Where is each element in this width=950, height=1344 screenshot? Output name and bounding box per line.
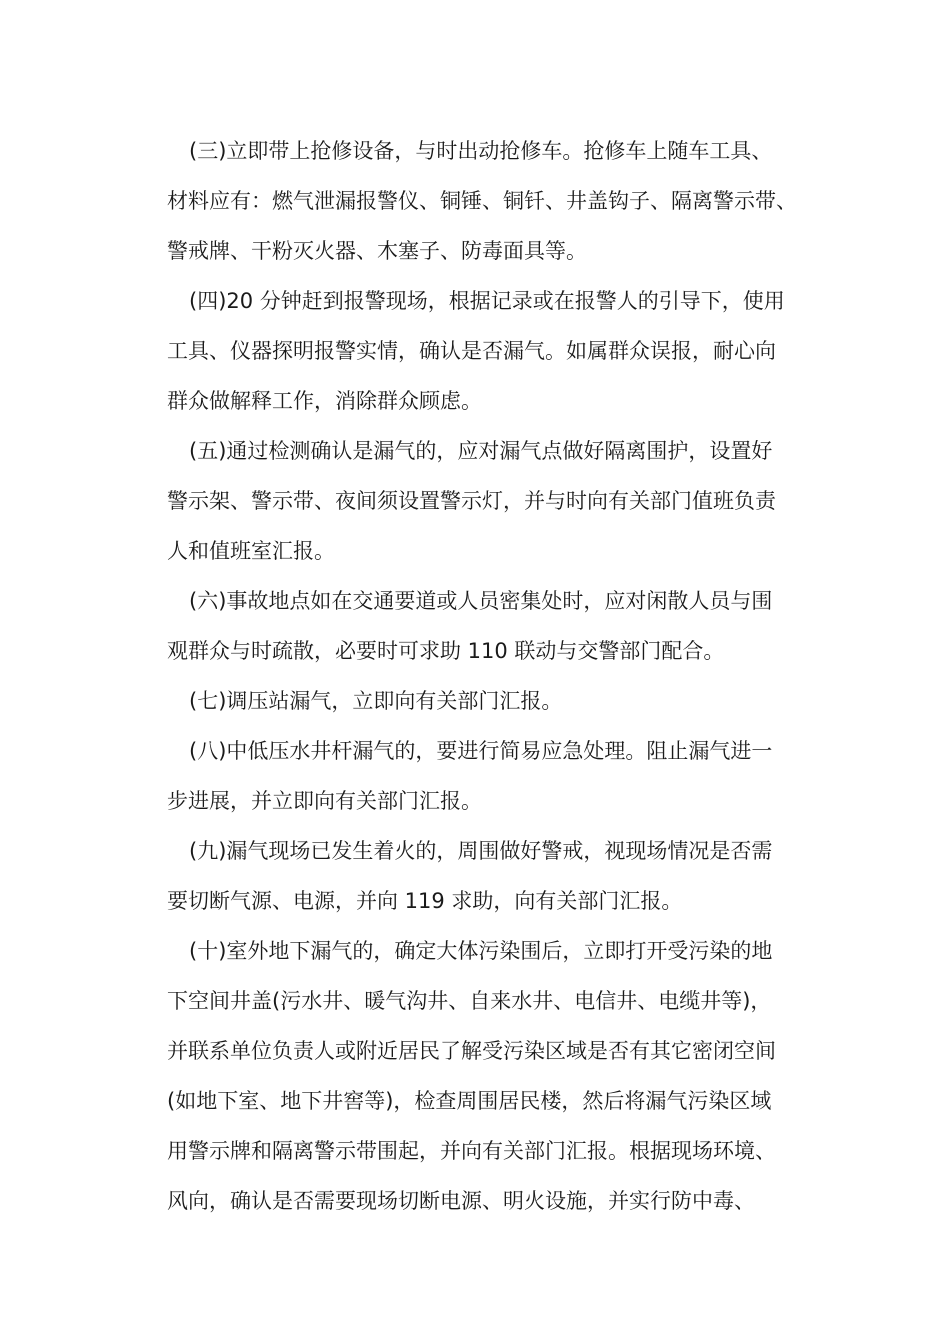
text-line: 观群众与时疏散，必要时可求助 110 联动与交警部门配合。 xyxy=(167,639,725,663)
document-body xyxy=(145,126,825,1226)
text-line: 群众做解释工作，消除群众顾虑。 xyxy=(167,389,482,413)
text-line: (八)中低压水井杆漏气的，要进行简易应急处理。阻止漏气进一 xyxy=(189,739,773,763)
text-line: (四)20 分钟赶到报警现场，根据记录或在报警人的引导下，使用 xyxy=(189,289,785,313)
paragraph-9 xyxy=(145,826,825,926)
text-line: 步进展，并立即向有关部门汇报。 xyxy=(167,789,482,813)
paragraph-6 xyxy=(145,576,825,676)
text-line: 工具、仪器探明报警实情，确认是否漏气。如属群众误报，耐心向 xyxy=(167,339,776,363)
text-line: (七)调压站漏气，立即向有关部门汇报。 xyxy=(189,689,563,713)
text-line: 警戒牌、干粉灭火器、木塞子、防毒面具等。 xyxy=(167,239,587,263)
paragraph-10 xyxy=(145,926,825,1226)
text-line: (五)通过检测确认是漏气的，应对漏气点做好隔离围护，设置好 xyxy=(189,439,773,463)
paragraph-3 xyxy=(145,126,825,276)
text-line: 人和值班室汇报。 xyxy=(167,539,335,563)
text-line: 材料应有：燃气泄漏报警仪、铜锤、铜钎、井盖钩子、隔离警示带、 xyxy=(167,189,797,213)
text-line: (六)事故地点如在交通要道或人员密集处时，应对闲散人员与围 xyxy=(189,589,773,613)
paragraph-5 xyxy=(145,426,825,576)
text-line: 警示架、警示带、夜间须设置警示灯，并与时向有关部门值班负责 xyxy=(167,489,776,513)
text-line: 风向，确认是否需要现场切断电源、明火设施，并实行防中毒、 xyxy=(167,1189,755,1213)
paragraph-8 xyxy=(145,726,825,826)
text-line: (十)室外地下漏气的，确定大体污染围后，立即打开受污染的地 xyxy=(189,939,773,963)
paragraph-7 xyxy=(145,676,825,726)
text-line: (如地下室、地下井窖等)，检查周围居民楼，然后将漏气污染区域 xyxy=(167,1089,772,1113)
paragraph-4 xyxy=(145,276,825,426)
text-line: 要切断气源、电源，并向 119 求助，向有关部门汇报。 xyxy=(167,889,683,913)
text-line: 用警示牌和隔离警示带围起，并向有关部门汇报。根据现场环境、 xyxy=(167,1139,776,1163)
text-line: (九)漏气现场已发生着火的，周围做好警戒，视现场情况是否需 xyxy=(189,839,773,863)
text-line: 下空间井盖(污水井、暖气沟井、自来水井、电信井、电缆井等)， xyxy=(167,989,772,1013)
text-line: 并联系单位负责人或附近居民了解受污染区域是否有其它密闭空间 xyxy=(167,1039,776,1063)
text-line: (三)立即带上抢修设备，与时出动抢修车。抢修车上随车工具、 xyxy=(189,139,773,163)
